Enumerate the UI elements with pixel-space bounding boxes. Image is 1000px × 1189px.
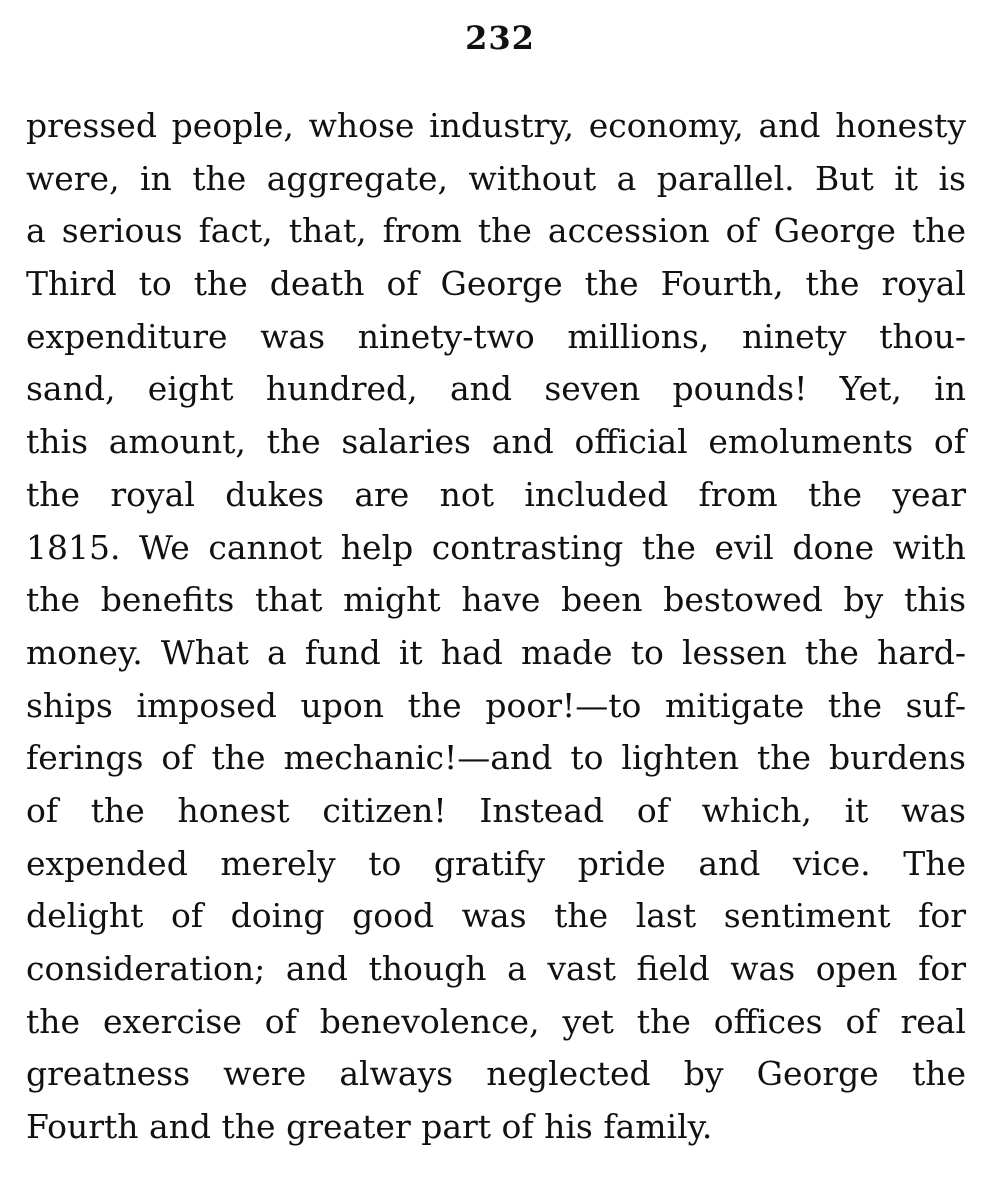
text-line: money. What a fund it had made to lessen the hard- — [26, 632, 966, 672]
text-line: expended merely to gratify pride and vice. The — [26, 843, 966, 883]
text-line: expenditure was ninety-two millions, ninety thou- — [26, 316, 966, 356]
text-line: a serious fact, that, from the accession of George the — [26, 211, 966, 251]
text-line-last: Fourth and the greater part of his family. — [26, 1107, 713, 1147]
text-line: greatness were always neglected by George the — [26, 1054, 966, 1094]
text-line: ships imposed upon the poor!—to mitigate the suf- — [26, 685, 966, 725]
text-line: sand, eight hundred, and seven pounds! Yet, in — [26, 369, 966, 409]
body-text — [26, 100, 966, 1154]
text-line: pressed people, whose industry, economy, and honesty — [26, 106, 966, 145]
text-line: Third to the death of George the Fourth, the royal — [26, 264, 966, 304]
text-line: the benefits that might have been bestowed by this — [26, 580, 966, 620]
text-line: consideration; and though a vast field was open for — [26, 949, 966, 988]
text-line: of the honest citizen! Instead of which, it was — [26, 790, 966, 830]
text-line: ferings of the mechanic!—and to lighten the burdens — [26, 738, 966, 778]
text-line: the exercise of benevolence, yet the offices of real — [26, 1001, 966, 1041]
page-number: 232 — [465, 19, 535, 57]
text-line: delight of doing good was the last sentiment for — [26, 896, 966, 936]
text-line: this amount, the salaries and official emoluments of — [26, 422, 966, 462]
text-line: the royal dukes are not included from the year — [26, 474, 966, 514]
text-line: were, in the aggregate, without a parallel. But it is — [26, 158, 966, 198]
text-line: 1815. We cannot help contrasting the evil done with — [26, 527, 966, 567]
